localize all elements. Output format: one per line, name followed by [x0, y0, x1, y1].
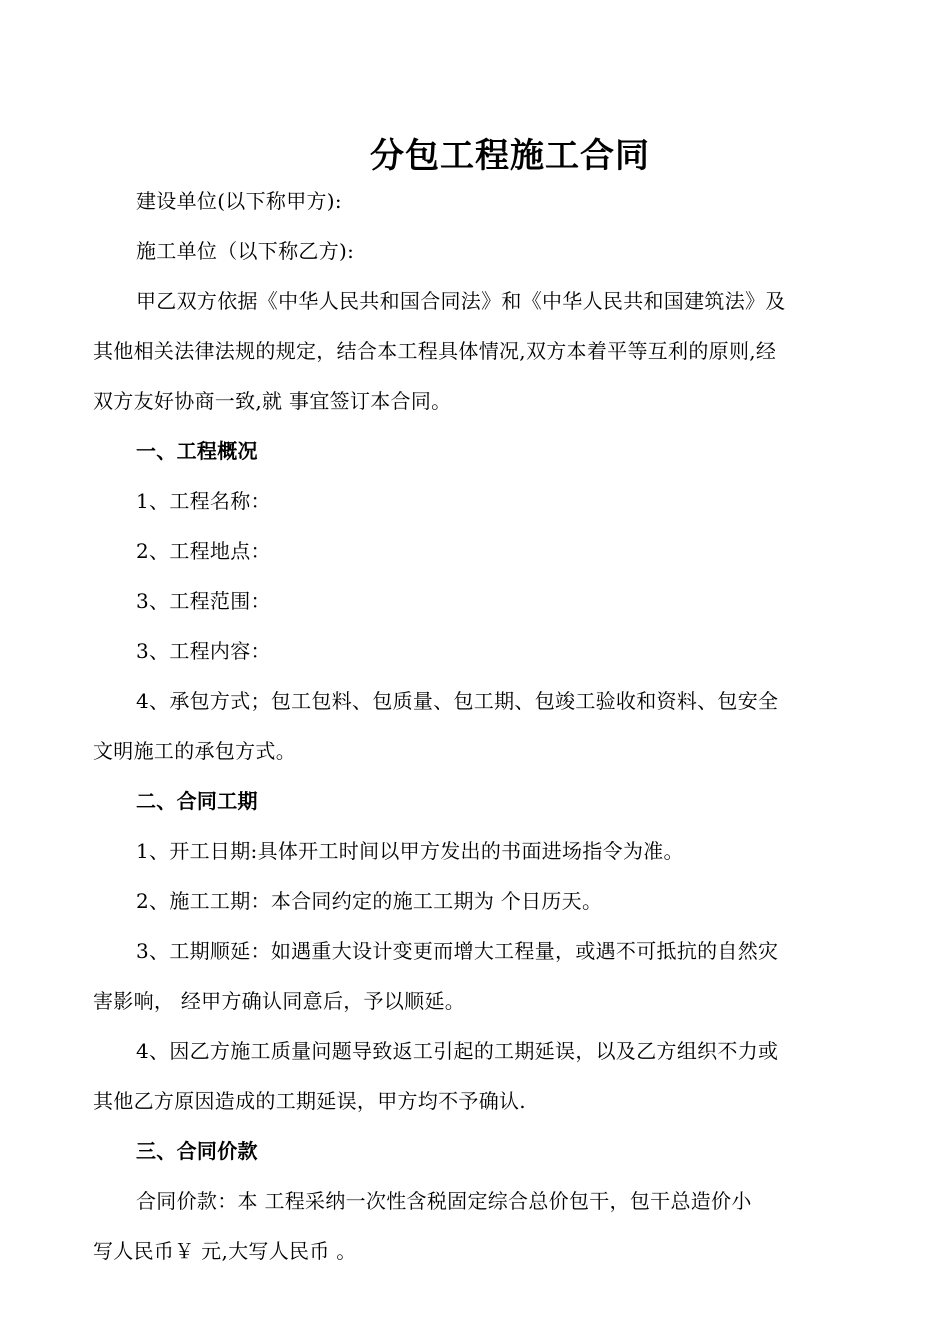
client-unit-line: 建设单位(以下称甲方):: [136, 189, 342, 213]
project-scope-line: 3、工程范围：: [136, 589, 271, 613]
project-name-line: 1、工程名称：: [136, 489, 271, 513]
price-line-2: 写人民币￥ 元,大写人民币 。: [93, 1239, 357, 1263]
duration-line: 2、施工工期：本合同约定的施工工期为 个日历天。: [136, 889, 603, 913]
section-heading-price: 三、合同价款: [136, 1139, 258, 1163]
contract-mode-line-2: 文明施工的承包方式。: [93, 739, 296, 763]
contractor-unit-line: 施工单位（以下称乙方):: [136, 239, 355, 263]
price-line-1: 合同价款：本 工程采纳一次性含税固定综合总价包干，包干总造价小: [136, 1189, 752, 1213]
project-location-line: 2、工程地点：: [136, 539, 271, 563]
delay-line-2: 其他乙方原因造成的工期延误，甲方均不予确认.: [93, 1089, 526, 1113]
start-date-line: 1、开工日期:具体开工时间以甲方发出的书面进场指令为准。: [136, 839, 684, 863]
contract-mode-line-1: 4、承包方式；包工包料、包质量、包工期、包竣工验收和资料、包安全: [136, 689, 779, 713]
section-heading-duration: 二、合同工期: [136, 789, 258, 813]
delay-line-1: 4、因乙方施工质量问题导致返工引起的工期延误，以及乙方组织不力或: [136, 1039, 779, 1063]
extension-line-2: 害影响， 经甲方确认同意后，予以顺延。: [93, 989, 466, 1013]
project-content-line: 3、工程内容：: [136, 639, 271, 663]
preamble-line-2: 其他相关法律法规的规定，结合本工程具体情况,双方本着平等互利的原则,经: [93, 339, 777, 363]
section-heading-overview: 一、工程概况: [136, 439, 258, 463]
extension-line-1: 3、工期顺延：如遇重大设计变更而增大工程量，或遇不可抵抗的自然灾: [136, 939, 779, 963]
preamble-line-3: 双方友好协商一致,就 事宜签订本合同。: [93, 389, 452, 413]
document-title: 分包工程施工合同: [370, 136, 650, 176]
preamble-line-1: 甲乙双方依据《中华人民共和国合同法》和《中华人民共和国建筑法》及: [136, 289, 786, 313]
